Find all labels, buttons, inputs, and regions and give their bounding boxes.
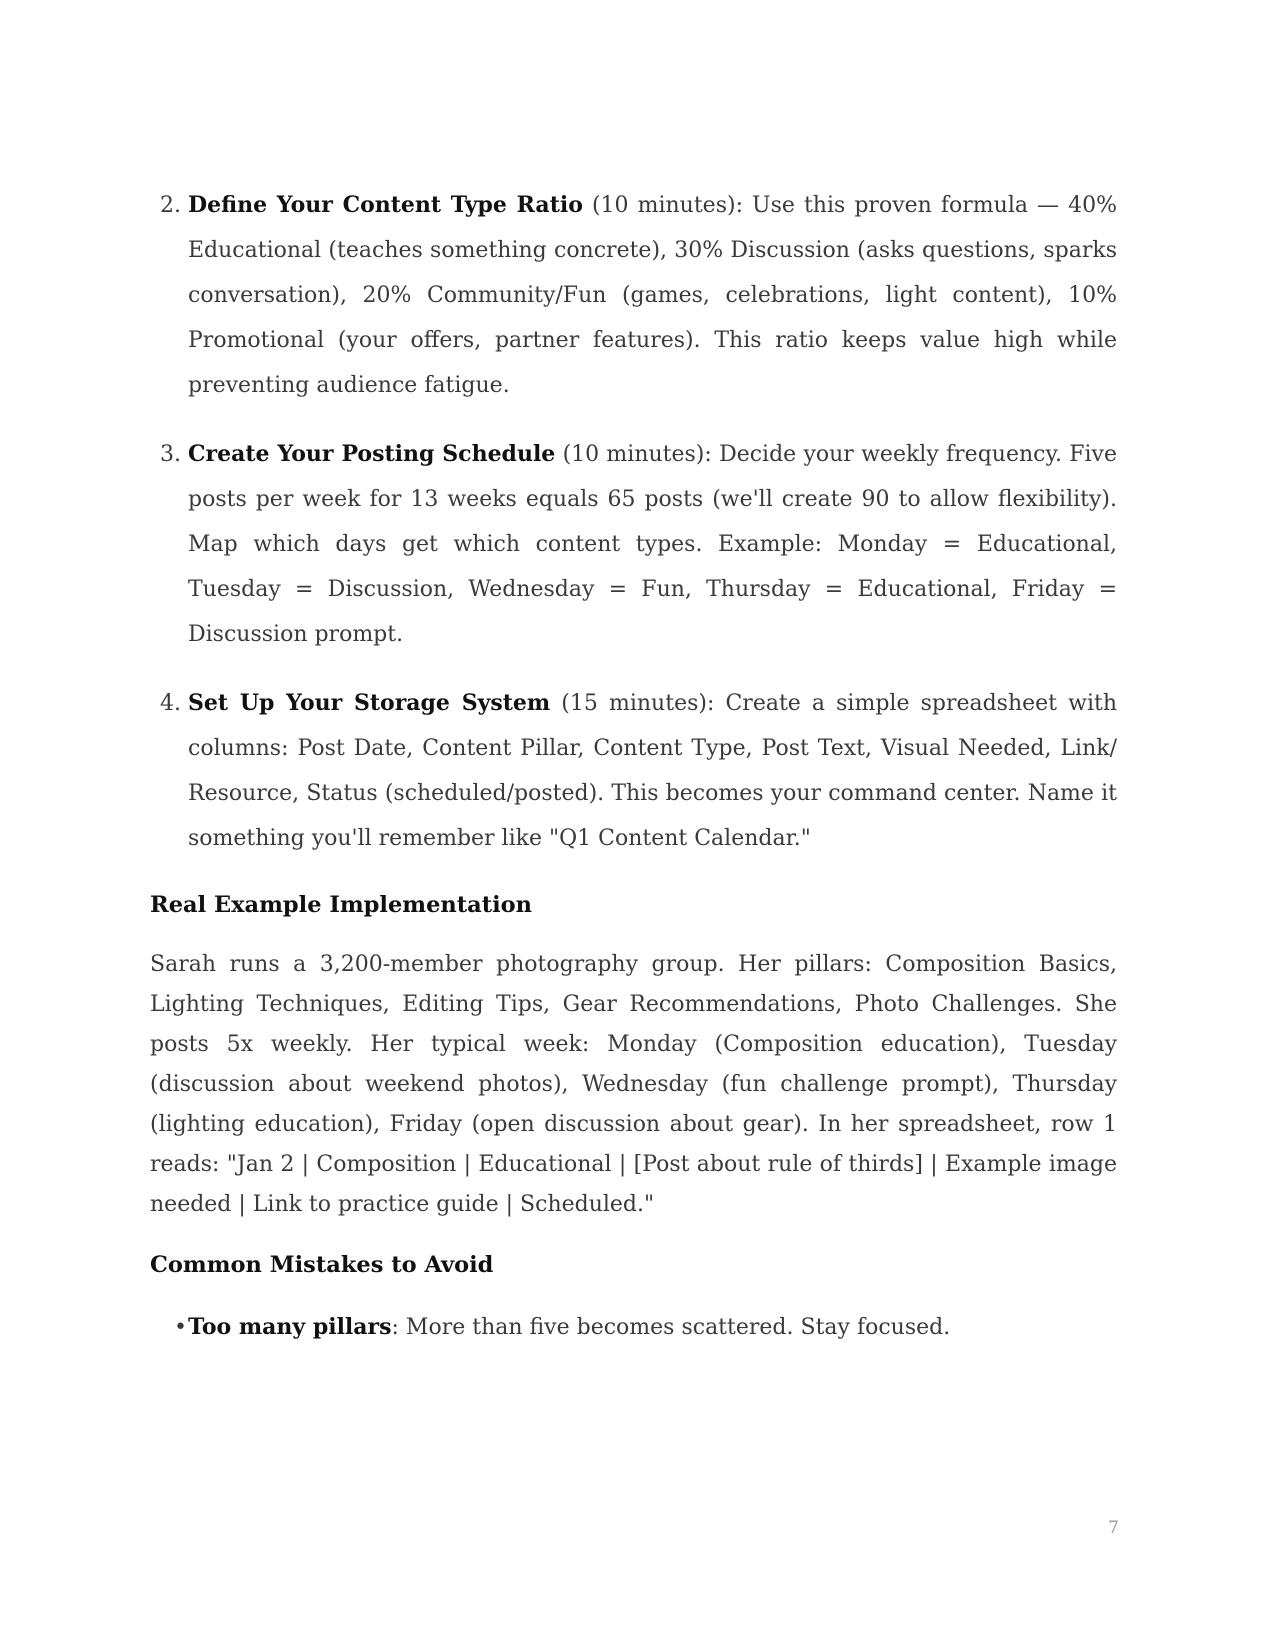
mistake-title: Too many pillars: [188, 1314, 392, 1340]
step-text: (10 minutes): Use this proven formula — 40% Educational (teaches something concrete), 30% Discussion (asks questions, sparks conversation), 20% Community/Fun (games, celebrations, light content), 10% Promotional (your offers, partner features). This ratio keeps value high while preventing audience fatigue.: [188, 193, 1117, 398]
mistake-item: [150, 1305, 1117, 1350]
step-number: 2.: [160, 193, 181, 218]
document-page: [150, 183, 1117, 1350]
step-text: (10 minutes): Decide your weekly frequency. Five posts per week for 13 weeks equals 65 posts (we'll create 90 to allow flexibility). Map which days get which content types. Example: Monday = Educational, Tuesday = Discussion, Wednesday = Fun, Thursday = Educational, Friday = Discussion prompt.: [188, 442, 1117, 647]
section-heading-real-example: Real Example Implementation: [150, 892, 533, 918]
page-number: 7: [1108, 1518, 1119, 1538]
mistakes-list: [150, 1305, 1117, 1350]
section-heading-common-mistakes: Common Mistakes to Avoid: [150, 1252, 494, 1278]
step-title: Create Your Posting Schedule: [188, 441, 556, 467]
step-item: [150, 681, 1117, 861]
step-item: [150, 183, 1117, 408]
step-item: [150, 432, 1117, 657]
mistake-text: : More than five becomes scattered. Stay focused.: [391, 1315, 951, 1340]
step-text: (15 minutes): Create a simple spreadsheet with columns: Post Date, Content Pillar, Content Type, Post Text, Visual Needed, Link/ Resource, Status (scheduled/posted). This becomes your command center. Name it something you'll remember like "Q1 Content Calendar.": [188, 691, 1118, 851]
step-title: Define Your Content Type Ratio: [188, 192, 583, 218]
steps-list: [150, 183, 1117, 861]
bullet-icon: •: [174, 1315, 187, 1340]
example-paragraph: Sarah runs a 3,200-member photography group. Her pillars: Composition Basics, Lighting Techniques, Editing Tips, Gear Recommendations, Photo Challenges. She posts 5x weekly. Her typical week: Monday (Composition education), Tuesday (discussion about weekend photos), Wednesday (fun challenge prompt), Thursday (lighting education), Friday (open discussion about gear). In her spreadsheet, row 1 reads: "Jan 2 | Composition | Educational | [Post about rule of thirds] | Example image needed | Link to practice guide | Scheduled.": [150, 952, 1117, 1217]
step-title: Set Up Your Storage System: [188, 690, 551, 716]
step-number: 3.: [160, 442, 181, 467]
step-number: 4.: [160, 691, 181, 716]
